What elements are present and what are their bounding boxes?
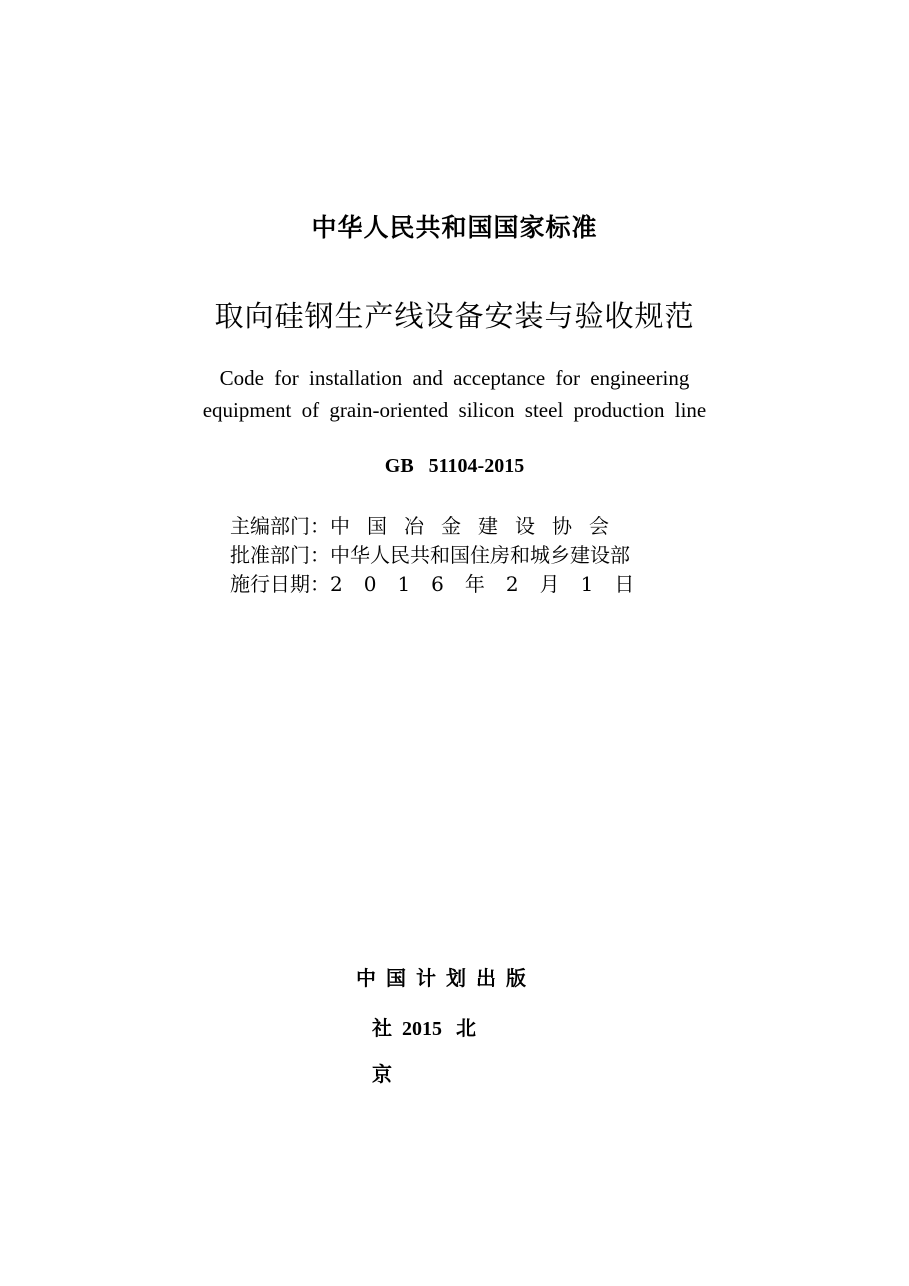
approver-row xyxy=(230,541,655,570)
title-english-line-1: Code for installation and acceptance for engineering xyxy=(219,366,690,390)
approver-label: 批准部门： xyxy=(230,543,330,567)
publisher-line-2 xyxy=(372,1012,476,1041)
effective-date-row xyxy=(230,570,655,599)
editor-label: 主编部门： xyxy=(230,514,330,538)
standard-code: GB 51104-2015 xyxy=(384,455,525,477)
publisher-line-2-prefix: 社 xyxy=(372,1016,392,1040)
publisher-line-2-suffix: 北 xyxy=(456,1016,476,1040)
standard-category: 中华人民共和国国家标准 xyxy=(311,213,598,242)
title-english xyxy=(0,362,909,426)
editor-value: 中国冶金建设协会 xyxy=(330,514,626,538)
publication-year: 2015 xyxy=(402,1018,442,1040)
editor-row xyxy=(230,512,655,541)
publisher-line-3: 京 xyxy=(372,1062,392,1086)
effective-date-value: 2016年2月1日 xyxy=(330,572,656,596)
standard-info-block xyxy=(230,512,655,599)
title-english-line-2: equipment of grain-oriented silicon steel production line xyxy=(202,398,707,422)
approver-value: 中华人民共和国住房和城乡建设部 xyxy=(330,543,630,567)
title-chinese: 取向硅钢生产线设备安装与验收规范 xyxy=(214,299,695,333)
effective-date-label: 施行日期： xyxy=(230,572,330,596)
publisher-line-1: 中国计划出版 xyxy=(356,966,536,990)
